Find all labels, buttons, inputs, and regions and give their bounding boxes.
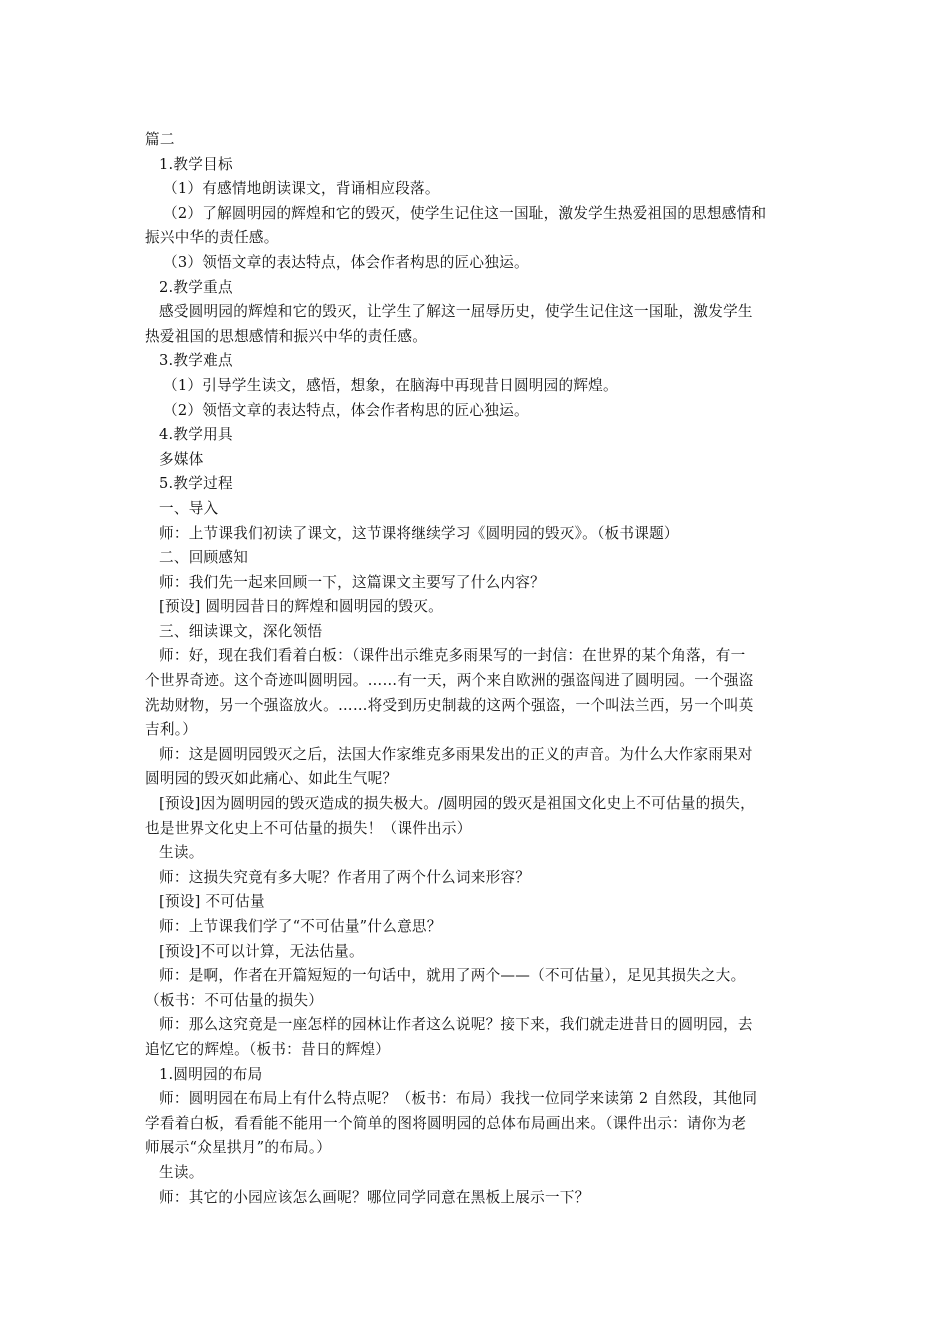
text-line: 3.教学难点 (159, 352, 233, 370)
document-body (145, 128, 813, 1210)
text-line: 振兴中华的责任感。 (145, 229, 279, 247)
text-line: 三、细读课文，深化领悟 (159, 622, 323, 640)
text-line: 师：其它的小园应该怎么画呢？哪位同学同意在黑板上展示一下？ (159, 1188, 590, 1206)
text-line: 1.圆明园的布局 (159, 1065, 263, 1083)
text-line: 感受圆明园的辉煌和它的毁灭，让学生了解这一屈辱历史，使学生记住这一国耻，激发学生 (159, 303, 753, 321)
text-line: （板书：不可估量的损失） (145, 991, 324, 1009)
text-line: 生读。 (159, 844, 204, 862)
text-line: 个世界奇迹。这个奇迹叫圆明园。……有一天，两个来自欧洲的强盗闯进了圆明园。一个强盗 (145, 672, 754, 690)
text-line: 多媒体 (159, 450, 204, 468)
text-line: 篇二 (145, 131, 175, 148)
text-line: 师：这是圆明园毁灭之后，法国大作家维克多雨果发出的正义的声音。为什么大作家雨果对 (159, 745, 753, 763)
text-line: [预设]不可以计算，无法估量。 (159, 942, 364, 960)
text-line: 生读。 (159, 1163, 204, 1181)
text-line: （2）了解圆明园的辉煌和它的毁灭，使学生记住这一国耻，激发学生热爱祖国的思想感情和 (163, 204, 767, 222)
text-line: 师：好，现在我们看着白板：（课件出示维克多雨果写的一封信：在世界的某个角落，有一 (159, 647, 746, 665)
text-line: （1）引导学生读文，感悟，想象，在脑海中再现昔日圆明园的辉煌。 (163, 376, 618, 394)
text-line: 也是世界文化史上不可估量的损失！（课件出示） (145, 819, 472, 837)
text-line: 师：上节课我们初读了课文，这节课将继续学习《圆明园的毁灭》。（板书课题） (159, 524, 679, 542)
text-line: 2.教学重点 (159, 278, 233, 296)
text-line: 师：上节课我们学了“不可估量”什么意思？ (159, 918, 442, 935)
text-line: 4.教学用具 (159, 426, 233, 444)
text-line: 学看着白板，看看能不能用一个简单的图将圆明园的总体布局画出来。（课件出示：请你为老 (145, 1114, 747, 1132)
text-line: 追忆它的辉煌。（板书：昔日的辉煌） (145, 1040, 391, 1058)
text-line: （1）有感情地朗读课文，背诵相应段落。 (163, 180, 440, 198)
text-line: [预设]因为圆明园的毁灭造成的损失极大。/圆明园的毁灭是祖国文化史上不可估量的损失， (159, 795, 755, 813)
text-line: 洗劫财物，另一个强盗放火。……将受到历史制裁的这两个强盗，一个叫法兰西，另一个叫英 (145, 696, 754, 714)
text-line: 二、回顾感知 (159, 549, 249, 567)
text-line: 师：我们先一起来回顾一下，这篇课文主要写了什么内容？ (159, 573, 545, 591)
text-line: 师：是啊，作者在开篇短短的一句话中，就用了两个——（不可估量），足见其损失之大。 (159, 967, 746, 985)
text-line: 圆明园的毁灭如此痛心、如此生气呢？ (145, 770, 398, 788)
text-line: [预设] 不可估量 (159, 893, 265, 911)
text-line: 1.教学目标 (159, 155, 233, 173)
text-line: 师：圆明园在布局上有什么特点呢？（板书：布局）我找一位同学来读第 2 自然段，其他同 (159, 1090, 758, 1108)
text-line: 师展示“众星拱月”的布局。） (145, 1139, 332, 1157)
text-line: 吉利。） (145, 721, 198, 739)
text-line: 师：那么这究竟是一座怎样的园林让作者这么说呢？接下来，我们就走进昔日的圆明园，去 (159, 1016, 753, 1034)
text-line: [预设] 圆明园昔日的辉煌和圆明园的毁灭。 (159, 598, 443, 616)
text-line: （3）领悟文章的表达特点，体会作者构思的匠心独运。 (163, 253, 529, 271)
text-line: 师：这损失究竟有多大呢？作者用了两个什么词来形容？ (159, 868, 531, 886)
text-line: 一、导入 (159, 499, 219, 517)
text-line: 热爱祖国的思想感情和振兴中华的责任感。 (145, 327, 428, 345)
text-line: （2）领悟文章的表达特点，体会作者构思的匠心独运。 (163, 401, 529, 419)
text-line: 5.教学过程 (159, 475, 233, 493)
